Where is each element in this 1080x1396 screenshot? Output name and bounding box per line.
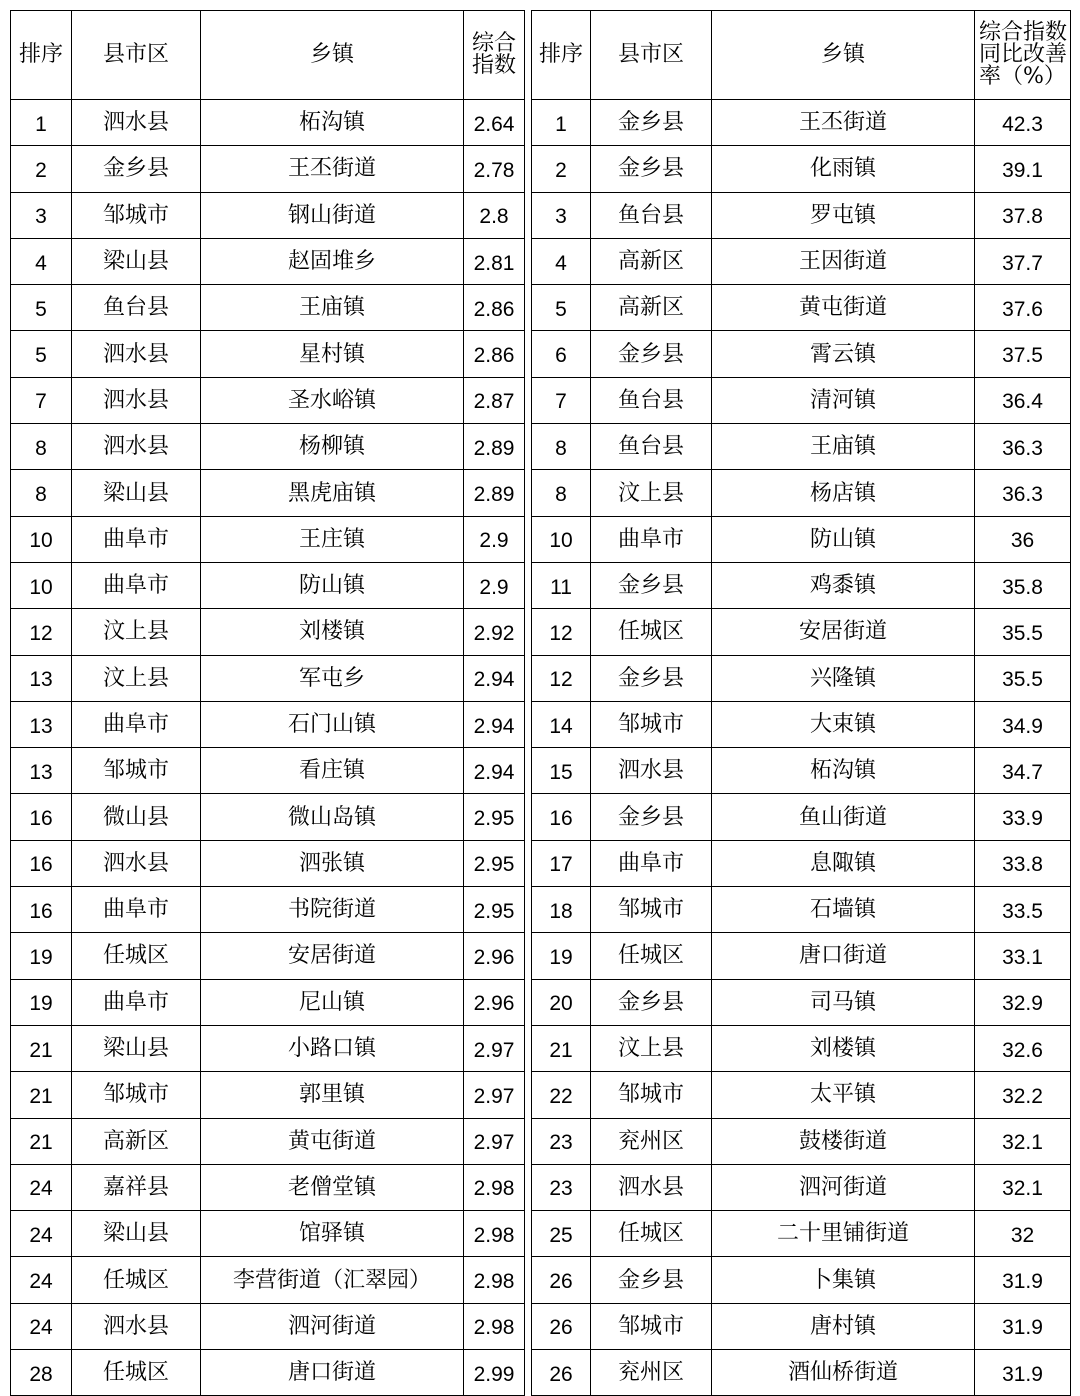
- table-row: [532, 146, 1071, 192]
- cell-rank: 7: [532, 377, 591, 423]
- cell-county: 高新区: [591, 238, 712, 284]
- cell-county: 兖州区: [591, 1350, 712, 1396]
- table-row: [11, 331, 525, 377]
- cell-rank: 4: [532, 238, 591, 284]
- cell-rank: 13: [11, 701, 72, 747]
- cell-rank: 21: [11, 1118, 72, 1164]
- cell-rank: 25: [532, 1211, 591, 1257]
- cell-rank: 24: [11, 1257, 72, 1303]
- table-row: [11, 1072, 525, 1118]
- table-row: [532, 1072, 1071, 1118]
- cell-town: 杨柳镇: [201, 424, 464, 470]
- cell-county: 汶上县: [72, 609, 201, 655]
- cell-rank: 3: [11, 192, 72, 238]
- cell-rank: 12: [532, 655, 591, 701]
- cell-value: 2.98: [464, 1303, 525, 1349]
- cell-value: 2.96: [464, 979, 525, 1025]
- table-row: [532, 562, 1071, 608]
- cell-rank: 16: [11, 840, 72, 886]
- table-row: [532, 285, 1071, 331]
- cell-rank: 16: [532, 794, 591, 840]
- header-town: 乡镇: [201, 11, 464, 100]
- cell-value: 34.9: [975, 701, 1071, 747]
- table-header-row: [11, 11, 525, 100]
- cell-rank: 26: [532, 1303, 591, 1349]
- header-town: 乡镇: [712, 11, 975, 100]
- table-row: [532, 192, 1071, 238]
- cell-rank: 3: [532, 192, 591, 238]
- cell-town: 军屯乡: [201, 655, 464, 701]
- cell-town: 霄云镇: [712, 331, 975, 377]
- cell-county: 兖州区: [591, 1118, 712, 1164]
- cell-town: 防山镇: [201, 562, 464, 608]
- cell-town: 罗屯镇: [712, 192, 975, 238]
- cell-town: 鼓楼街道: [712, 1118, 975, 1164]
- cell-rank: 19: [11, 933, 72, 979]
- cell-town: 圣水峪镇: [201, 377, 464, 423]
- cell-county: 金乡县: [591, 146, 712, 192]
- cell-county: 泗水县: [72, 331, 201, 377]
- table-row: [532, 794, 1071, 840]
- header-index-line2: 指数: [471, 53, 516, 78]
- cell-town: 石门山镇: [201, 701, 464, 747]
- table-row: [11, 1303, 525, 1349]
- cell-county: 梁山县: [72, 238, 201, 284]
- cell-value: 33.1: [975, 933, 1071, 979]
- cell-value: 2.9: [464, 516, 525, 562]
- table-header-row: [532, 11, 1071, 100]
- table-row: [11, 285, 525, 331]
- table-row: [11, 979, 525, 1025]
- cell-county: 高新区: [72, 1118, 201, 1164]
- cell-county: 任城区: [72, 933, 201, 979]
- cell-value: 2.89: [464, 470, 525, 516]
- cell-value: 2.8: [464, 192, 525, 238]
- table-row: [532, 655, 1071, 701]
- cell-value: 2.86: [464, 331, 525, 377]
- table-row: [11, 748, 525, 794]
- cell-town: 王丕街道: [201, 146, 464, 192]
- table-row: [11, 377, 525, 423]
- cell-town: 赵固堆乡: [201, 238, 464, 284]
- cell-town: 书院街道: [201, 887, 464, 933]
- table-row: [11, 655, 525, 701]
- cell-town: 清河镇: [712, 377, 975, 423]
- table-row: [532, 748, 1071, 794]
- table-row: [11, 424, 525, 470]
- cell-town: 兴隆镇: [712, 655, 975, 701]
- cell-town: 星村镇: [201, 331, 464, 377]
- cell-value: 2.94: [464, 748, 525, 794]
- cell-county: 任城区: [72, 1350, 201, 1396]
- cell-rank: 18: [532, 887, 591, 933]
- table-row: [11, 1257, 525, 1303]
- cell-rank: 19: [11, 979, 72, 1025]
- cell-town: 防山镇: [712, 516, 975, 562]
- cell-county: 任城区: [72, 1257, 201, 1303]
- table-row: [11, 238, 525, 284]
- table-row: [532, 238, 1071, 284]
- table-row: [532, 1257, 1071, 1303]
- table-row: [11, 1211, 525, 1257]
- right-table-body: [532, 100, 1071, 1396]
- cell-town: 柘沟镇: [712, 748, 975, 794]
- table-row: [11, 933, 525, 979]
- cell-value: 2.99: [464, 1350, 525, 1396]
- cell-value: 36.3: [975, 470, 1071, 516]
- cell-rank: 2: [532, 146, 591, 192]
- cell-rank: 5: [532, 285, 591, 331]
- cell-rank: 16: [11, 794, 72, 840]
- cell-town: 司马镇: [712, 979, 975, 1025]
- cell-rank: 13: [11, 655, 72, 701]
- cell-county: 梁山县: [72, 1211, 201, 1257]
- cell-town: 唐口街道: [201, 1350, 464, 1396]
- cell-rank: 16: [11, 887, 72, 933]
- cell-value: 37.7: [975, 238, 1071, 284]
- cell-town: 黄屯街道: [201, 1118, 464, 1164]
- cell-county: 曲阜市: [591, 516, 712, 562]
- cell-rank: 8: [532, 424, 591, 470]
- cell-value: 2.98: [464, 1211, 525, 1257]
- cell-town: 卜集镇: [712, 1257, 975, 1303]
- cell-rank: 7: [11, 377, 72, 423]
- cell-county: 金乡县: [591, 979, 712, 1025]
- cell-county: 鱼台县: [72, 285, 201, 331]
- cell-rank: 26: [532, 1350, 591, 1396]
- cell-rank: 10: [532, 516, 591, 562]
- cell-town: 王因街道: [712, 238, 975, 284]
- cell-value: 36.4: [975, 377, 1071, 423]
- cell-value: 34.7: [975, 748, 1071, 794]
- cell-value: 42.3: [975, 100, 1071, 146]
- cell-value: 2.9: [464, 562, 525, 608]
- header-county: 县市区: [72, 11, 201, 100]
- cell-town: 鸡黍镇: [712, 562, 975, 608]
- table-row: [532, 377, 1071, 423]
- table-row: [11, 470, 525, 516]
- cell-county: 高新区: [591, 285, 712, 331]
- table-row: [532, 701, 1071, 747]
- cell-value: 35.8: [975, 562, 1071, 608]
- table-row: [11, 100, 525, 146]
- cell-town: 唐村镇: [712, 1303, 975, 1349]
- cell-rank: 20: [532, 979, 591, 1025]
- header-index-line1: 综合: [471, 31, 516, 56]
- cell-town: 泗河街道: [201, 1303, 464, 1349]
- cell-town: 馆驿镇: [201, 1211, 464, 1257]
- cell-rank: 2: [11, 146, 72, 192]
- cell-value: 2.96: [464, 933, 525, 979]
- cell-county: 邹城市: [72, 1072, 201, 1118]
- table-row: [11, 146, 525, 192]
- cell-rank: 12: [532, 609, 591, 655]
- header-improvement-rate: [975, 11, 1071, 100]
- cell-value: 36.3: [975, 424, 1071, 470]
- cell-town: 李营街道（汇翠园）: [201, 1257, 464, 1303]
- cell-county: 邹城市: [591, 1072, 712, 1118]
- cell-value: 33.9: [975, 794, 1071, 840]
- cell-value: 2.89: [464, 424, 525, 470]
- cell-value: 2.86: [464, 285, 525, 331]
- table-row: [11, 1118, 525, 1164]
- cell-rank: 1: [11, 100, 72, 146]
- table-row: [532, 933, 1071, 979]
- cell-county: 泗水县: [72, 424, 201, 470]
- table-row: [11, 562, 525, 608]
- table-row: [532, 1350, 1071, 1396]
- cell-county: 微山县: [72, 794, 201, 840]
- cell-county: 金乡县: [591, 655, 712, 701]
- cell-value: 36: [975, 516, 1071, 562]
- cell-county: 金乡县: [591, 562, 712, 608]
- cell-value: 32.9: [975, 979, 1071, 1025]
- cell-county: 泗水县: [591, 748, 712, 794]
- cell-town: 二十里铺街道: [712, 1211, 975, 1257]
- cell-town: 王庙镇: [712, 424, 975, 470]
- table-row: [11, 1350, 525, 1396]
- cell-county: 梁山县: [72, 470, 201, 516]
- table-row: [11, 794, 525, 840]
- cell-rank: 10: [11, 516, 72, 562]
- cell-value: 2.95: [464, 840, 525, 886]
- table-row: [532, 1303, 1071, 1349]
- cell-county: 汶上县: [591, 1025, 712, 1071]
- left-ranking-table: [10, 10, 525, 1396]
- cell-rank: 19: [532, 933, 591, 979]
- table-row: [11, 840, 525, 886]
- table-row: [532, 331, 1071, 377]
- cell-rank: 21: [11, 1072, 72, 1118]
- cell-town: 酒仙桥街道: [712, 1350, 975, 1396]
- cell-county: 泗水县: [72, 840, 201, 886]
- cell-rank: 4: [11, 238, 72, 284]
- cell-value: 35.5: [975, 655, 1071, 701]
- cell-county: 任城区: [591, 609, 712, 655]
- cell-county: 泗水县: [72, 100, 201, 146]
- cell-rank: 5: [11, 331, 72, 377]
- cell-rank: 21: [11, 1025, 72, 1071]
- cell-town: 尼山镇: [201, 979, 464, 1025]
- cell-rank: 24: [11, 1211, 72, 1257]
- cell-county: 金乡县: [72, 146, 201, 192]
- table-row: [532, 1118, 1071, 1164]
- cell-county: 金乡县: [591, 1257, 712, 1303]
- cell-county: 鱼台县: [591, 424, 712, 470]
- cell-value: 2.94: [464, 701, 525, 747]
- cell-value: 32.2: [975, 1072, 1071, 1118]
- cell-county: 梁山县: [72, 1025, 201, 1071]
- table-row: [532, 887, 1071, 933]
- cell-value: 2.87: [464, 377, 525, 423]
- cell-town: 唐口街道: [712, 933, 975, 979]
- cell-town: 刘楼镇: [201, 609, 464, 655]
- table-row: [11, 887, 525, 933]
- cell-county: 嘉祥县: [72, 1164, 201, 1210]
- cell-town: 小路口镇: [201, 1025, 464, 1071]
- cell-value: 2.97: [464, 1118, 525, 1164]
- cell-rank: 22: [532, 1072, 591, 1118]
- table-row: [532, 1164, 1071, 1210]
- cell-rank: 15: [532, 748, 591, 794]
- cell-town: 微山岛镇: [201, 794, 464, 840]
- cell-town: 刘楼镇: [712, 1025, 975, 1071]
- cell-county: 邹城市: [72, 192, 201, 238]
- table-row: [11, 609, 525, 655]
- table-row: [532, 1211, 1071, 1257]
- cell-rank: 13: [11, 748, 72, 794]
- cell-rank: 8: [11, 424, 72, 470]
- header-rate-line1: 综合指数: [979, 20, 1068, 45]
- cell-rank: 8: [532, 470, 591, 516]
- cell-value: 37.6: [975, 285, 1071, 331]
- cell-county: 泗水县: [72, 1303, 201, 1349]
- cell-rank: 6: [532, 331, 591, 377]
- cell-rank: 12: [11, 609, 72, 655]
- cell-value: 2.78: [464, 146, 525, 192]
- cell-rank: 10: [11, 562, 72, 608]
- cell-town: 杨店镇: [712, 470, 975, 516]
- cell-town: 石墙镇: [712, 887, 975, 933]
- cell-value: 2.95: [464, 794, 525, 840]
- cell-rank: 1: [532, 100, 591, 146]
- table-row: [11, 192, 525, 238]
- cell-town: 黄屯街道: [712, 285, 975, 331]
- cell-value: 2.98: [464, 1164, 525, 1210]
- left-table-body: [11, 100, 525, 1396]
- cell-county: 鱼台县: [591, 192, 712, 238]
- header-rate-line3: 率（%）: [979, 64, 1066, 89]
- cell-town: 郭里镇: [201, 1072, 464, 1118]
- cell-county: 金乡县: [591, 100, 712, 146]
- cell-town: 钢山街道: [201, 192, 464, 238]
- cell-town: 太平镇: [712, 1072, 975, 1118]
- cell-value: 37.5: [975, 331, 1071, 377]
- cell-value: 31.9: [975, 1350, 1071, 1396]
- table-row: [11, 1025, 525, 1071]
- cell-county: 曲阜市: [591, 840, 712, 886]
- header-composite-index: [464, 11, 525, 100]
- cell-value: 2.94: [464, 655, 525, 701]
- cell-value: 2.64: [464, 100, 525, 146]
- cell-county: 曲阜市: [72, 516, 201, 562]
- header-rate-line2: 同比改善: [979, 42, 1068, 67]
- cell-county: 曲阜市: [72, 887, 201, 933]
- cell-county: 汶上县: [591, 470, 712, 516]
- cell-rank: 17: [532, 840, 591, 886]
- cell-town: 黑虎庙镇: [201, 470, 464, 516]
- cell-value: 32: [975, 1211, 1071, 1257]
- cell-rank: 26: [532, 1257, 591, 1303]
- cell-town: 息陬镇: [712, 840, 975, 886]
- cell-county: 泗水县: [72, 377, 201, 423]
- cell-county: 金乡县: [591, 331, 712, 377]
- table-row: [532, 424, 1071, 470]
- cell-county: 汶上县: [72, 655, 201, 701]
- cell-town: 安居街道: [201, 933, 464, 979]
- cell-town: 老僧堂镇: [201, 1164, 464, 1210]
- cell-county: 邹城市: [591, 887, 712, 933]
- cell-town: 王丕街道: [712, 100, 975, 146]
- cell-town: 安居街道: [712, 609, 975, 655]
- cell-value: 2.98: [464, 1257, 525, 1303]
- cell-county: 曲阜市: [72, 701, 201, 747]
- cell-county: 曲阜市: [72, 979, 201, 1025]
- table-row: [11, 1164, 525, 1210]
- cell-value: 2.97: [464, 1025, 525, 1071]
- cell-town: 大束镇: [712, 701, 975, 747]
- cell-value: 32.6: [975, 1025, 1071, 1071]
- cell-county: 鱼台县: [591, 377, 712, 423]
- cell-county: 任城区: [591, 933, 712, 979]
- cell-town: 泗张镇: [201, 840, 464, 886]
- table-row: [532, 979, 1071, 1025]
- cell-rank: 5: [11, 285, 72, 331]
- header-rank: 排序: [532, 11, 591, 100]
- cell-value: 2.95: [464, 887, 525, 933]
- cell-value: 2.97: [464, 1072, 525, 1118]
- header-rank: 排序: [11, 11, 72, 100]
- cell-value: 37.8: [975, 192, 1071, 238]
- cell-town: 柘沟镇: [201, 100, 464, 146]
- cell-rank: 8: [11, 470, 72, 516]
- cell-rank: 21: [532, 1025, 591, 1071]
- cell-rank: 14: [532, 701, 591, 747]
- cell-county: 金乡县: [591, 794, 712, 840]
- cell-value: 2.81: [464, 238, 525, 284]
- cell-value: 32.1: [975, 1118, 1071, 1164]
- table-row: [532, 1025, 1071, 1071]
- table-row: [532, 609, 1071, 655]
- cell-rank: 23: [532, 1164, 591, 1210]
- cell-value: 2.92: [464, 609, 525, 655]
- cell-county: 任城区: [591, 1211, 712, 1257]
- cell-town: 看庄镇: [201, 748, 464, 794]
- cell-rank: 24: [11, 1303, 72, 1349]
- cell-county: 泗水县: [591, 1164, 712, 1210]
- header-county: 县市区: [591, 11, 712, 100]
- cell-value: 35.5: [975, 609, 1071, 655]
- cell-value: 33.5: [975, 887, 1071, 933]
- table-row: [532, 100, 1071, 146]
- cell-value: 39.1: [975, 146, 1071, 192]
- cell-rank: 11: [532, 562, 591, 608]
- table-row: [11, 701, 525, 747]
- cell-town: 泗河街道: [712, 1164, 975, 1210]
- cell-county: 邹城市: [591, 1303, 712, 1349]
- cell-town: 鱼山街道: [712, 794, 975, 840]
- table-row: [532, 470, 1071, 516]
- cell-rank: 24: [11, 1164, 72, 1210]
- table-row: [11, 516, 525, 562]
- cell-rank: 23: [532, 1118, 591, 1164]
- cell-value: 32.1: [975, 1164, 1071, 1210]
- cell-town: 化雨镇: [712, 146, 975, 192]
- cell-town: 王庙镇: [201, 285, 464, 331]
- cell-value: 31.9: [975, 1303, 1071, 1349]
- table-row: [532, 516, 1071, 562]
- cell-town: 王庄镇: [201, 516, 464, 562]
- cell-county: 曲阜市: [72, 562, 201, 608]
- table-row: [532, 840, 1071, 886]
- cell-rank: 28: [11, 1350, 72, 1396]
- cell-county: 邹城市: [72, 748, 201, 794]
- right-ranking-table: [531, 10, 1071, 1396]
- cell-county: 邹城市: [591, 701, 712, 747]
- cell-value: 33.8: [975, 840, 1071, 886]
- cell-value: 31.9: [975, 1257, 1071, 1303]
